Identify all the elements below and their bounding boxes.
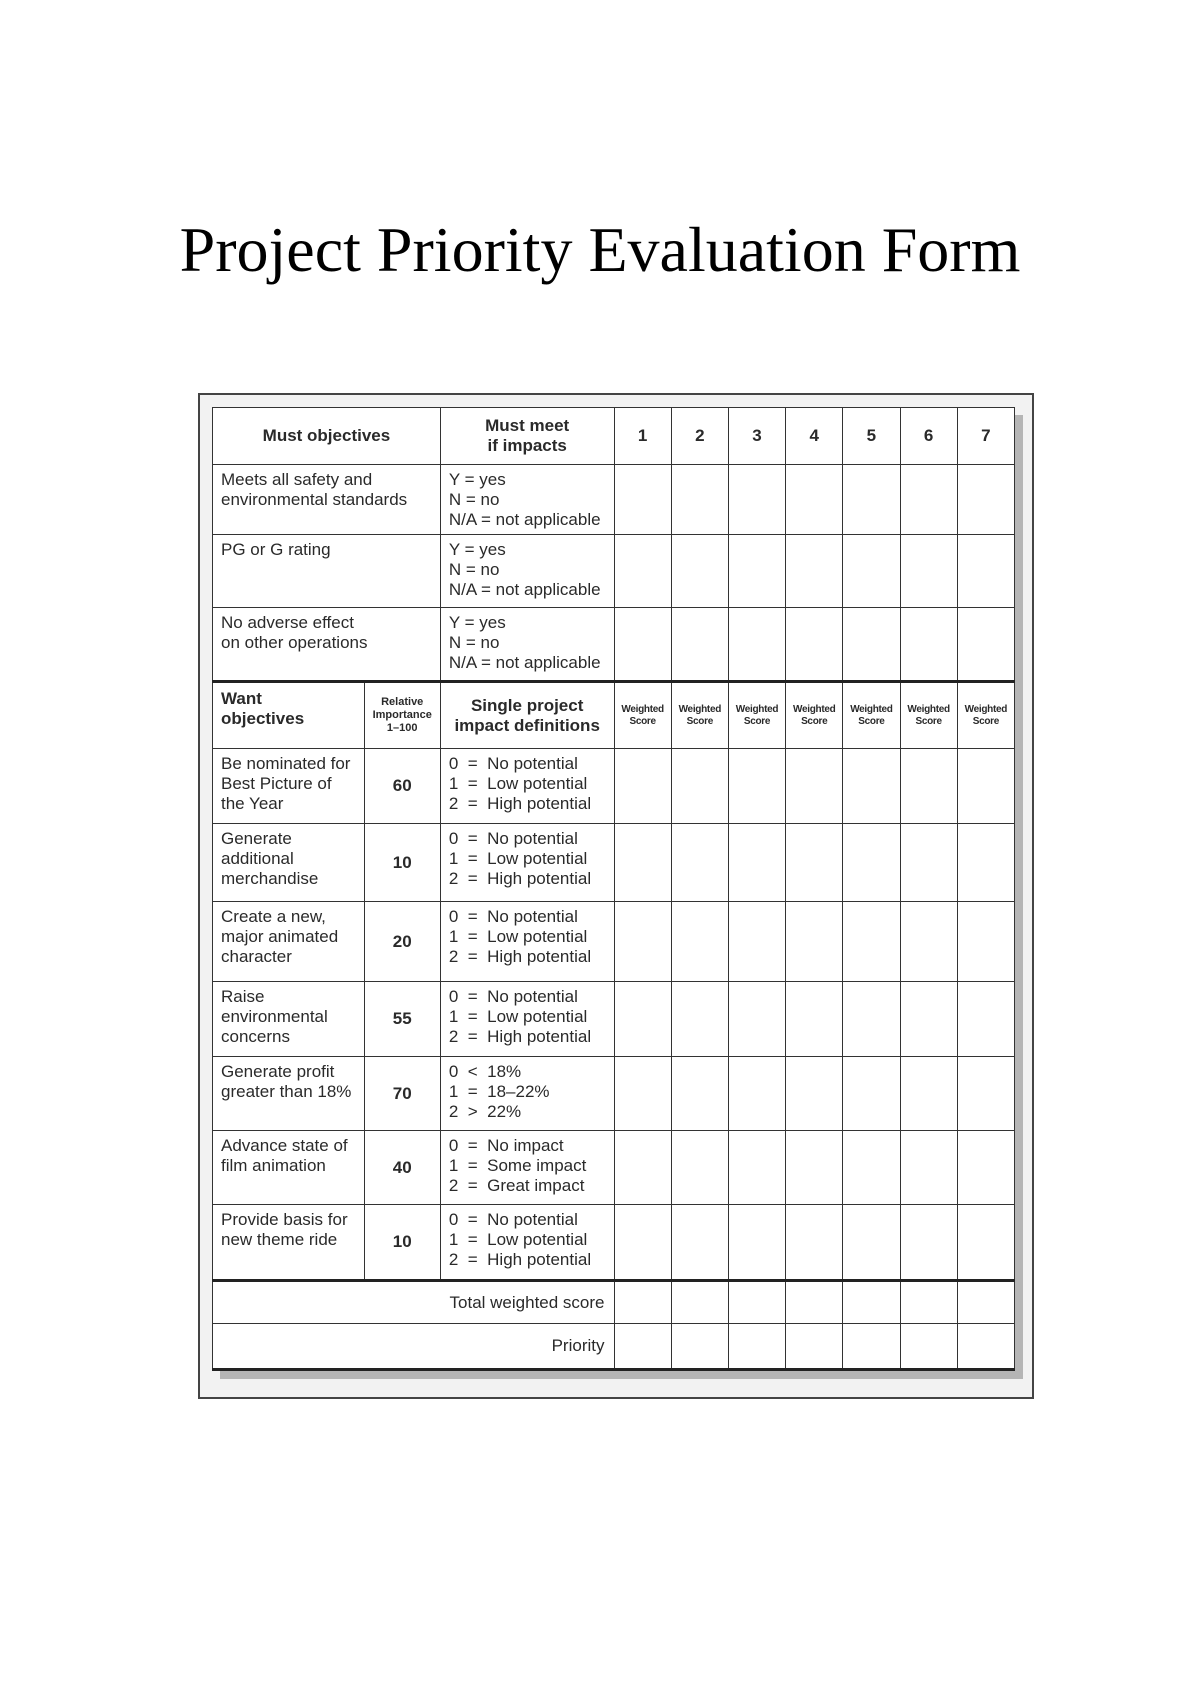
relative-importance-cell [364, 1205, 440, 1281]
priority-project-6-cell[interactable] [900, 1324, 957, 1370]
priority-project-3-cell[interactable] [728, 1324, 785, 1370]
must-definition-line: Y = yes [448, 613, 506, 632]
want-objective-text: Raise [221, 987, 265, 1006]
want-row-6-project-5-cell[interactable] [843, 1131, 900, 1205]
impact-definition-line: 0 = No potential [448, 1210, 578, 1229]
must-row-1-project-6-cell[interactable] [900, 465, 957, 535]
want-row-5-project-2-cell[interactable] [671, 1057, 728, 1131]
relative-importance-cell [364, 749, 440, 824]
impact-definition-line: 2 = Great impact [448, 1176, 585, 1195]
weighted-score-header-line: Weighted [735, 703, 779, 715]
must-row-2-project-2-cell[interactable] [671, 535, 728, 608]
impact-definitions-header [440, 682, 614, 749]
relative-importance-value: 10 [392, 1232, 412, 1251]
priority-project-4-cell[interactable] [786, 1324, 843, 1370]
want-row-7-project-5-cell[interactable] [843, 1205, 900, 1281]
want-row-7-project-1-cell[interactable] [614, 1205, 671, 1281]
want-objective-cell [213, 1057, 365, 1131]
must-objective-text: No adverse effect [221, 613, 354, 632]
impact-definition-line: 2 > 22% [448, 1102, 522, 1121]
must-row-3-project-1-cell[interactable] [614, 608, 671, 682]
project-number: 1 [637, 426, 648, 445]
must-row-2-project-6-cell[interactable] [900, 535, 957, 608]
project-number: 2 [695, 426, 705, 445]
impact-definition-line: 2 = High potential [448, 869, 592, 888]
want-row-4-project-5-cell[interactable] [843, 982, 900, 1057]
must-row-3-project-6-cell[interactable] [900, 608, 957, 682]
must-objective-row [213, 608, 1015, 682]
weighted-score-header [843, 682, 900, 749]
must-row-3-project-3-cell[interactable] [728, 608, 785, 682]
want-row-5-project-4-cell[interactable] [786, 1057, 843, 1131]
project-column-header [614, 408, 671, 465]
want-row-1-project-5-cell[interactable] [843, 749, 900, 824]
priority-project-1-cell[interactable] [614, 1324, 671, 1370]
must-row-3-project-5-cell[interactable] [843, 608, 900, 682]
must-definition-line: Y = yes [448, 470, 506, 489]
want-row-1-project-2-cell[interactable] [671, 749, 728, 824]
weighted-score-header [671, 682, 728, 749]
want-row-6-project-2-cell[interactable] [671, 1131, 728, 1205]
must-row-2-project-1-cell[interactable] [614, 535, 671, 608]
project-number: 7 [981, 426, 991, 445]
want-objective-text: Provide basis for [221, 1210, 348, 1229]
must-objective-text: Meets all safety and [221, 470, 373, 489]
weighted-score-header [728, 682, 785, 749]
weighted-score-header-line: Weighted [850, 703, 893, 715]
want-objective-text: film animation [221, 1156, 326, 1175]
impact-definition-cell [440, 1131, 614, 1205]
want-row-3-project-5-cell[interactable] [843, 902, 900, 982]
want-row-1-project-7-cell[interactable] [957, 749, 1014, 824]
must-definition-line: N/A = not applicable [448, 580, 601, 599]
relative-importance-value: 70 [392, 1083, 412, 1103]
page-title: Project Priority Evaluation Form [179, 214, 1021, 285]
want-row-1-project-3-cell[interactable] [728, 749, 785, 824]
relative-importance-value: 55 [392, 1009, 412, 1028]
impact-definition-line: 1 = Low potential [448, 1230, 588, 1249]
impact-definition-line: 0 = No potential [448, 907, 578, 926]
must-meet-header-line: Must meet [485, 416, 570, 435]
want-objective-text: merchandise [221, 869, 319, 888]
want-row-3-project-3-cell[interactable] [728, 902, 785, 982]
must-row-2-project-7-cell[interactable] [957, 535, 1014, 608]
want-row-2-project-4-cell[interactable] [786, 824, 843, 902]
want-row-6-project-6-cell[interactable] [900, 1131, 957, 1205]
weighted-score-header-line: Weighted [793, 703, 836, 715]
want-row-6-project-4-cell[interactable] [786, 1131, 843, 1205]
want-row-1-project-6-cell[interactable] [900, 749, 957, 824]
total-weighted-score-row [213, 1281, 1015, 1324]
want-objective-row [213, 1057, 1015, 1131]
want-header-row [213, 682, 1015, 749]
must-meet-header-line: if impacts [487, 436, 567, 455]
want-row-7-project-3-cell[interactable] [728, 1205, 785, 1281]
want-row-4-project-7-cell[interactable] [957, 982, 1014, 1057]
want-objective-cell [213, 824, 365, 902]
must-row-1-project-2-cell[interactable] [671, 465, 728, 535]
relative-importance-header-line: Relative [381, 696, 424, 708]
must-header-row [213, 408, 1015, 465]
want-objective-row [213, 982, 1015, 1057]
must-objective-cell [213, 608, 441, 682]
total-weighted-score-text: Total weighted score [449, 1292, 605, 1312]
want-objective-row [213, 824, 1015, 902]
impact-definition-line: 1 = Low potential [448, 849, 588, 868]
weighted-score-header-line: Score [972, 715, 999, 727]
must-objective-cell [213, 465, 441, 535]
weighted-score-header-line: Score [686, 715, 713, 727]
want-objectives-header [213, 682, 365, 749]
want-row-3-project-7-cell[interactable] [957, 902, 1014, 982]
want-row-7-project-4-cell[interactable] [786, 1205, 843, 1281]
want-objective-text: concerns [221, 1027, 290, 1046]
want-row-5-project-6-cell[interactable] [900, 1057, 957, 1131]
weighted-score-header-line: Weighted [907, 703, 950, 715]
weighted-score-header-line: Score [743, 715, 771, 727]
relative-importance-header [364, 682, 440, 749]
total-project-5-cell[interactable] [843, 1281, 900, 1324]
want-row-2-project-5-cell[interactable] [843, 824, 900, 902]
want-objective-text: the Year [221, 794, 284, 813]
want-row-4-project-4-cell[interactable] [786, 982, 843, 1057]
must-objective-text: on other operations [221, 633, 368, 652]
want-objective-text: greater than 18% [221, 1082, 352, 1101]
want-row-1-project-1-cell[interactable] [614, 749, 671, 824]
must-objective-text: PG or G rating [221, 540, 331, 559]
must-definition-line: N = no [448, 560, 500, 579]
want-objective-text: Generate [221, 829, 292, 848]
want-row-4-project-1-cell[interactable] [614, 982, 671, 1057]
want-row-6-project-1-cell[interactable] [614, 1131, 671, 1205]
impact-definition-cell [440, 1057, 614, 1131]
want-row-7-project-7-cell[interactable] [957, 1205, 1014, 1281]
weighted-score-header-line: Weighted [621, 703, 664, 715]
priority-text: Priority [551, 1336, 605, 1355]
want-objective-text: Generate profit [221, 1062, 335, 1081]
want-objective-text: Create a new, [221, 907, 326, 926]
want-objective-row [213, 902, 1015, 982]
must-objective-text: environmental standards [221, 490, 408, 509]
want-objective-text: character [221, 947, 292, 966]
must-row-2-project-3-cell[interactable] [728, 535, 785, 608]
impact-definition-line: 2 = High potential [448, 794, 592, 813]
impact-definition-line: 0 < 18% [448, 1062, 522, 1081]
impact-definition-cell [440, 824, 614, 902]
want-objective-row [213, 1205, 1015, 1281]
want-objective-cell [213, 1131, 365, 1205]
weighted-score-header [786, 682, 843, 749]
project-number: 5 [866, 426, 877, 445]
want-row-2-project-6-cell[interactable] [900, 824, 957, 902]
total-weighted-score-label [213, 1281, 615, 1324]
want-row-7-project-6-cell[interactable] [900, 1205, 957, 1281]
priority-label [213, 1324, 615, 1370]
weighted-score-header-line: Score [915, 715, 942, 727]
must-objectives-header [213, 408, 441, 465]
project-column-header [671, 408, 728, 465]
priority-project-2-cell[interactable] [671, 1324, 728, 1370]
relative-importance-header-line: Importance [372, 709, 432, 721]
must-definition-line: N/A = not applicable [448, 510, 601, 529]
total-project-7-cell[interactable] [957, 1281, 1014, 1324]
want-row-2-project-3-cell[interactable] [728, 824, 785, 902]
relative-importance-cell [364, 902, 440, 982]
weighted-score-header-line: Weighted [678, 703, 722, 715]
want-objective-row [213, 1131, 1015, 1205]
weighted-score-header-line: Score [801, 715, 828, 727]
want-objective-cell [213, 1205, 365, 1281]
must-objective-row [213, 535, 1015, 608]
want-row-3-project-4-cell[interactable] [786, 902, 843, 982]
relative-importance-cell [364, 824, 440, 902]
weighted-score-header [957, 682, 1014, 749]
want-row-5-project-5-cell[interactable] [843, 1057, 900, 1131]
want-row-5-project-7-cell[interactable] [957, 1057, 1014, 1131]
must-row-3-project-2-cell[interactable] [671, 608, 728, 682]
total-project-4-cell[interactable] [786, 1281, 843, 1324]
impact-definitions-header-line: Single project [470, 695, 584, 715]
want-objectives-header-line: Want [221, 689, 262, 708]
project-number: 4 [809, 426, 819, 445]
must-row-1-project-7-cell[interactable] [957, 465, 1014, 535]
weighted-score-header [900, 682, 957, 749]
impact-definition-line: 2 = High potential [448, 1250, 592, 1269]
impact-definition-cell [440, 1205, 614, 1281]
must-objectives-header-text: Must objectives [262, 426, 391, 445]
want-row-3-project-6-cell[interactable] [900, 902, 957, 982]
want-row-4-project-6-cell[interactable] [900, 982, 957, 1057]
want-row-5-project-3-cell[interactable] [728, 1057, 785, 1131]
impact-definition-line: 0 = No potential [448, 754, 578, 773]
want-objectives-header-line: objectives [221, 709, 305, 728]
project-column-header [786, 408, 843, 465]
must-definition-line: N/A = not applicable [448, 653, 601, 672]
must-definition-cell [440, 608, 614, 682]
want-objective-text: Advance state of [221, 1136, 348, 1155]
must-objective-cell [213, 535, 441, 608]
priority-project-5-cell[interactable] [843, 1324, 900, 1370]
must-row-1-project-3-cell[interactable] [728, 465, 785, 535]
project-number: 6 [923, 426, 934, 445]
want-row-7-project-2-cell[interactable] [671, 1205, 728, 1281]
impact-definition-line: 1 = Low potential [448, 774, 588, 793]
impact-definition-cell [440, 982, 614, 1057]
relative-importance-header-line: 1–100 [386, 722, 418, 734]
want-objective-cell [213, 982, 365, 1057]
project-number: 3 [752, 426, 762, 445]
impact-definition-line: 0 = No potential [448, 829, 578, 848]
relative-importance-value: 10 [392, 852, 412, 872]
want-objective-cell [213, 902, 365, 982]
impact-definition-line: 2 = High potential [448, 947, 592, 966]
must-definition-cell [440, 535, 614, 608]
impact-definition-line: 1 = 18–22% [448, 1082, 550, 1101]
priority-project-7-cell[interactable] [957, 1324, 1014, 1370]
must-meet-header [440, 408, 614, 465]
want-row-5-project-1-cell[interactable] [614, 1057, 671, 1131]
want-row-2-project-1-cell[interactable] [614, 824, 671, 902]
impact-definition-cell [440, 749, 614, 824]
relative-importance-cell [364, 1131, 440, 1205]
impact-definitions-header-line: impact definitions [454, 715, 600, 735]
impact-definition-line: 0 = No impact [448, 1136, 564, 1155]
want-row-6-project-7-cell[interactable] [957, 1131, 1014, 1205]
impact-definition-line: 0 = No potential [448, 987, 578, 1006]
total-project-2-cell[interactable] [671, 1281, 728, 1324]
want-objective-text: Be nominated for [221, 754, 351, 773]
must-definition-line: Y = yes [448, 540, 506, 559]
must-row-3-project-7-cell[interactable] [957, 608, 1014, 682]
must-objective-row [213, 465, 1015, 535]
want-objective-text: environmental [221, 1007, 328, 1026]
weighted-score-header [614, 682, 671, 749]
must-row-2-project-4-cell[interactable] [786, 535, 843, 608]
relative-importance-cell [364, 982, 440, 1057]
want-row-1-project-4-cell[interactable] [786, 749, 843, 824]
want-objective-text: new theme ride [221, 1230, 338, 1249]
must-row-1-project-1-cell[interactable] [614, 465, 671, 535]
want-objective-text: Best Picture of [221, 774, 332, 793]
want-row-2-project-7-cell[interactable] [957, 824, 1014, 902]
project-column-header [843, 408, 900, 465]
total-project-1-cell[interactable] [614, 1281, 671, 1324]
want-objective-row [213, 749, 1015, 824]
want-objective-text: additional [221, 849, 294, 868]
must-row-1-project-5-cell[interactable] [843, 465, 900, 535]
want-row-2-project-2-cell[interactable] [671, 824, 728, 902]
must-definition-line: N = no [448, 633, 500, 652]
impact-definition-line: 1 = Low potential [448, 1007, 588, 1026]
must-definition-cell [440, 465, 614, 535]
weighted-score-header-line: Score [629, 715, 656, 727]
impact-definition-line: 1 = Low potential [448, 927, 588, 946]
want-row-3-project-2-cell[interactable] [671, 902, 728, 982]
impact-definition-line: 1 = Some impact [448, 1156, 587, 1175]
want-objective-cell [213, 749, 365, 824]
want-row-4-project-3-cell[interactable] [728, 982, 785, 1057]
relative-importance-cell [364, 1057, 440, 1131]
weighted-score-header-line: Score [858, 715, 885, 727]
want-row-3-project-1-cell[interactable] [614, 902, 671, 982]
relative-importance-value: 40 [392, 1157, 412, 1177]
relative-importance-value: 20 [392, 931, 412, 951]
impact-definition-line: 2 = High potential [448, 1027, 592, 1046]
must-row-1-project-4-cell[interactable] [786, 465, 843, 535]
project-column-header [957, 408, 1014, 465]
impact-definition-cell [440, 902, 614, 982]
want-row-4-project-2-cell[interactable] [671, 982, 728, 1057]
relative-importance-value: 60 [392, 776, 412, 795]
want-row-6-project-3-cell[interactable] [728, 1131, 785, 1205]
total-project-6-cell[interactable] [900, 1281, 957, 1324]
weighted-score-header-line: Weighted [964, 703, 1008, 715]
must-definition-line: N = no [448, 490, 500, 509]
must-row-3-project-4-cell[interactable] [786, 608, 843, 682]
want-objective-text: major animated [221, 927, 339, 946]
priority-row [213, 1324, 1015, 1370]
must-row-2-project-5-cell[interactable] [843, 535, 900, 608]
project-column-header [728, 408, 785, 465]
evaluation-table [212, 407, 1015, 1371]
total-project-3-cell[interactable] [728, 1281, 785, 1324]
project-column-header [900, 408, 957, 465]
